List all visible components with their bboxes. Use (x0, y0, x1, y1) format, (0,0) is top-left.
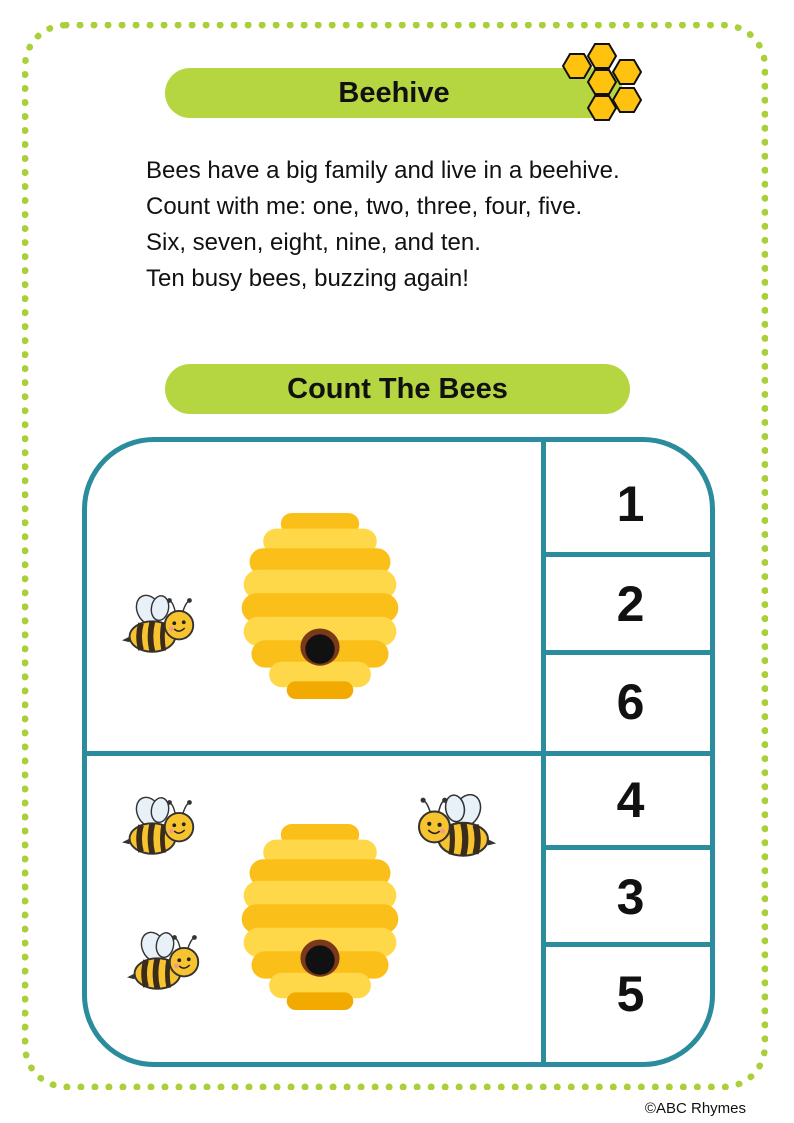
answer-option[interactable]: 4 (616, 772, 645, 828)
poem-line: Six, seven, eight, nine, and ten. (146, 229, 481, 256)
answer-option[interactable]: 2 (616, 576, 645, 632)
copyright-credit: ©ABC Rhymes (644, 1100, 746, 1117)
answer-option[interactable]: 1 (616, 476, 645, 532)
poem-line: Bees have a big family and live in a beehive. (146, 157, 620, 184)
honeycomb-icon (550, 42, 645, 134)
activity-title: Count The Bees (287, 372, 508, 405)
poem-line: Count with me: one, two, three, four, five. (146, 193, 583, 220)
count-board (82, 437, 715, 1067)
answer-option[interactable]: 3 (616, 869, 645, 925)
bee-icon (122, 794, 198, 866)
beehive-icon (240, 824, 400, 1010)
page-title: Beehive (338, 76, 450, 109)
poem-line: Ten busy bees, buzzing again! (146, 265, 469, 292)
beehive-icon (240, 513, 400, 699)
bee-icon (127, 929, 203, 1001)
poem-text (146, 156, 746, 300)
bee-icon (412, 794, 498, 866)
answer-option[interactable]: 5 (616, 966, 645, 1022)
answer-option[interactable]: 6 (616, 674, 645, 730)
bee-icon (122, 592, 198, 664)
activity-title-banner (165, 364, 630, 414)
